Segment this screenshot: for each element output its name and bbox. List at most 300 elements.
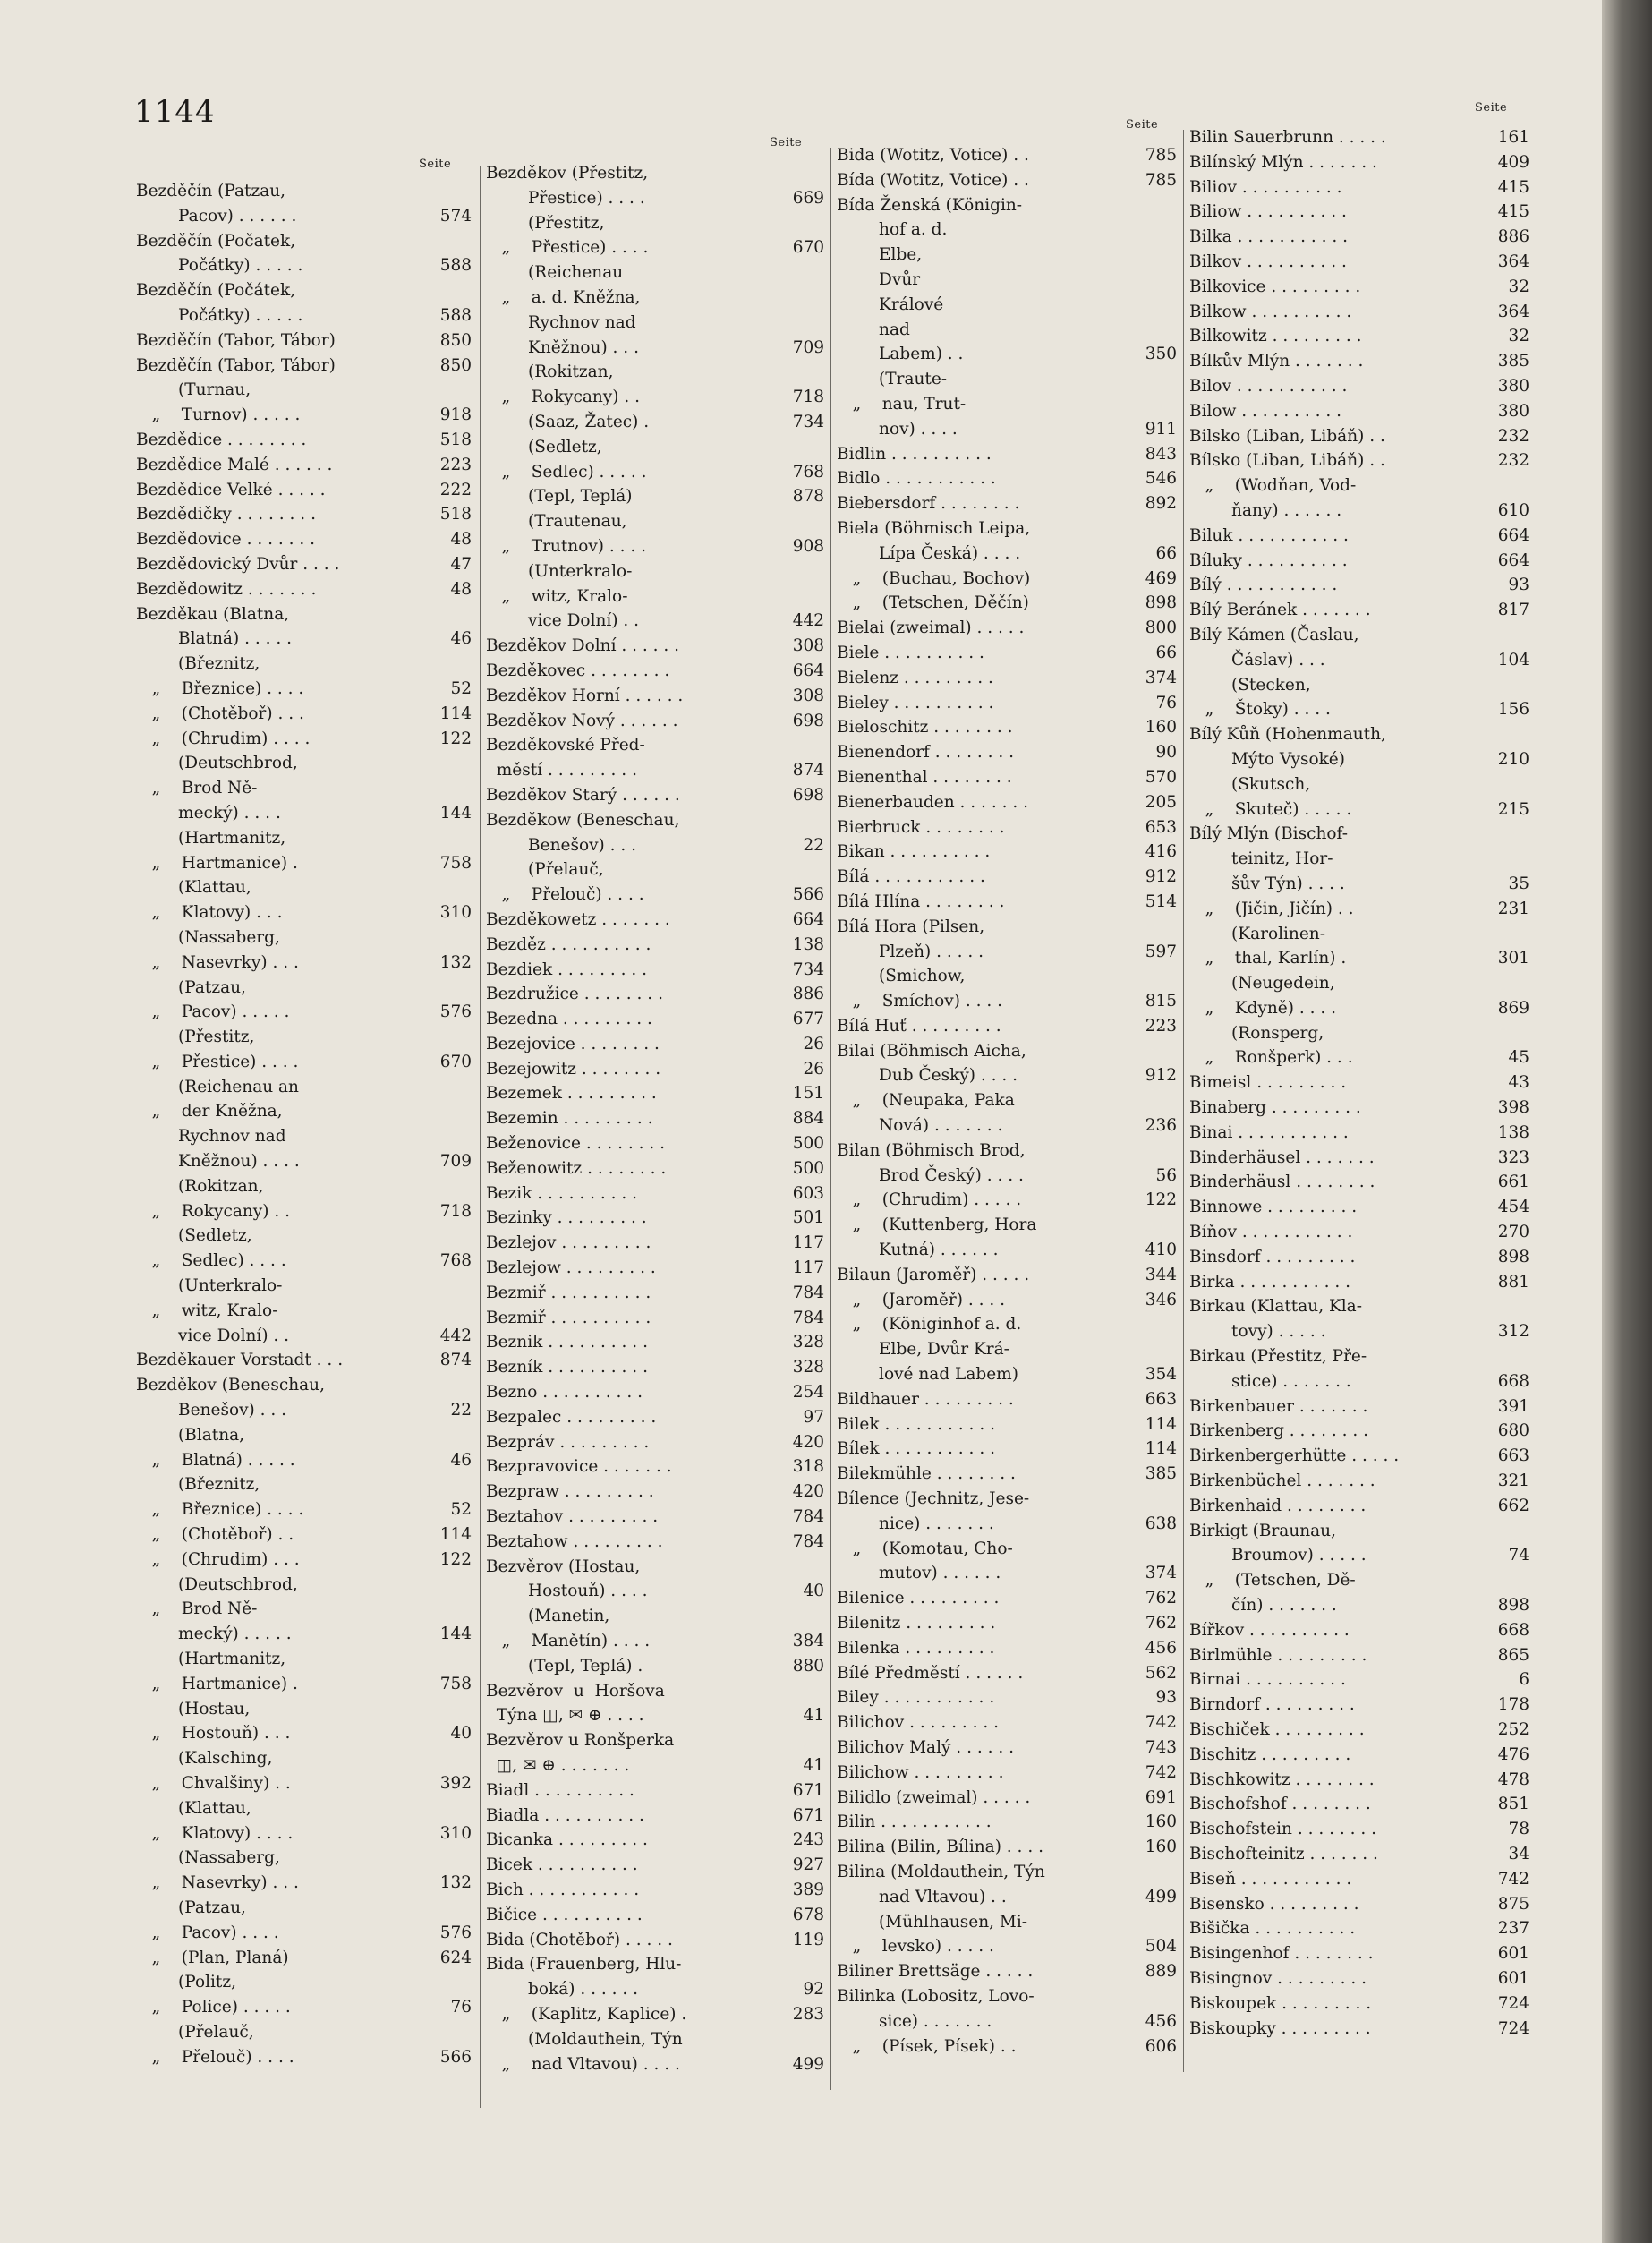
entry-text: Bilínský Mlýn . . . . . . . [1189,152,1377,172]
entry-page-number: 114 [1145,1414,1177,1434]
entry-text: Birndorf . . . . . . . . . [1189,1695,1355,1715]
index-entry [1189,697,1529,722]
entry-page-number: 41 [803,1706,824,1726]
entry-page-number: 346 [1145,1290,1177,1309]
entry-page-number: 392 [439,1774,472,1793]
index-entry [1189,1867,1529,1892]
entry-text: Bezník . . . . . . . . . . [486,1358,648,1377]
entry-text: Bezdružice . . . . . . . . [486,985,663,1004]
index-entry [136,478,472,503]
entry-page-number: 144 [439,803,472,823]
entry-text: Bezděkauer Vorstadt . . . [136,1351,344,1370]
entry-page-number: 514 [1145,891,1177,911]
entry-text: „ Blatná) . . . . . [136,1450,295,1470]
index-entry [1189,1270,1529,1295]
entry-page-number: 562 [1145,1663,1177,1683]
entry-page-number: 26 [803,1034,824,1053]
entry-page-number: 34 [1508,1844,1529,1863]
entry-text: „ Pacov) . . . . . [136,1002,290,1022]
index-entry [486,684,824,709]
entry-text: Bezděkov Dolní . . . . . . [486,636,680,656]
entry-text: Binderhäusl . . . . . . . . [1189,1173,1375,1192]
entry-text: Bezděkov (Přestitz, [486,164,649,183]
index-entry [837,1113,1177,1139]
index-entry [136,502,472,527]
entry-page-number: 875 [1497,1894,1529,1914]
index-entry [136,1348,472,1373]
entry-text: Brod Český) . . . . [837,1165,1024,1185]
entry-page-number: 912 [1145,1066,1177,1086]
index-entry [837,1885,1177,1910]
entry-text: Bíňov . . . . . . . . . . . [1189,1223,1353,1242]
index-entry [837,940,1177,965]
entry-page-number: 160 [1145,718,1177,738]
entry-text: hof a. d. [837,220,948,240]
entry-text: Bezdědovický Dvůr . . . . [136,554,340,574]
index-entry [136,1896,472,1921]
entry-text: Bezděz . . . . . . . . . . [486,934,651,954]
entry-page-number: 762 [1145,1589,1177,1608]
entry-text: (Reichenau [486,263,624,283]
index-entry [486,186,824,211]
entry-text: (Reichenau an [136,1077,299,1096]
entry-text: Labem) . . [837,345,964,364]
entry-page-number: 114 [1145,1439,1177,1459]
entry-page-number: 843 [1145,444,1177,464]
entry-page-number: 364 [1497,252,1529,271]
entry-page-number: 734 [792,959,824,979]
index-entry [837,1611,1177,1636]
entry-text: „ Skuteč) . . . . . [1189,799,1352,819]
entry-text: Binnowe . . . . . . . . . [1189,1198,1358,1217]
entry-text: (Blatna, [136,1425,245,1445]
index-entry [837,1213,1177,1238]
index-entry [837,542,1177,567]
entry-text: Birkau (Klattau, Kla- [1189,1297,1362,1317]
index-entry [1189,922,1529,947]
index-entry [136,776,472,801]
entry-text: Bilenice . . . . . . . . . [837,1589,1000,1608]
index-entry [136,1697,472,1722]
entry-text: „ witz, Kralo- [136,1301,278,1320]
entry-page-number: 709 [439,1152,472,1172]
entry-page-number: 878 [792,487,824,507]
entry-page-number: 385 [1145,1464,1177,1484]
index-entry [1189,399,1529,424]
index-entry [837,1786,1177,1811]
entry-page-number: 66 [1155,643,1177,662]
entry-text: Elbe, [837,245,923,265]
entry-page-number: 45 [1508,1048,1529,1068]
entry-page-number: 231 [1497,899,1529,918]
index-entry [136,204,472,229]
index-entry [486,311,824,336]
index-entry [136,552,472,577]
entry-page-number: 478 [1497,1770,1529,1789]
entry-text: teinitz, Hor- [1189,849,1333,869]
index-entry [1189,225,1529,250]
entry-text: Bezvěrov u Horšova [486,1681,665,1701]
entry-text: „ Hartmanice) . [136,853,298,873]
entry-text: (Sedletz, [486,437,602,456]
entry-page-number: 442 [439,1326,472,1345]
entry-page-number: 308 [792,636,824,656]
index-entry [837,1810,1177,1835]
entry-text: Bezděkau (Blatna, [136,604,290,624]
entry-page-number: 892 [1145,494,1177,514]
index-entry [486,260,824,286]
index-entry [837,143,1177,168]
entry-text: (Deutschbrod, [136,754,298,773]
entry-text: Blatná) . . . . . [136,629,292,649]
entry-page-number: 415 [1497,177,1529,197]
entry-page-number: 93 [1155,1688,1177,1708]
entry-text: Biskoupek . . . . . . . . . [1189,1993,1372,2013]
index-entry [486,1454,824,1480]
entry-text: Bezdědice Malé . . . . . . [136,455,333,474]
index-entry [136,1597,472,1622]
entry-text: „ Smíchov) . . . . [837,992,1003,1011]
entry-page-number: 114 [439,704,472,723]
entry-page-number: 762 [1145,1614,1177,1633]
entry-text: Bilekmühle . . . . . . . . [837,1464,1016,1484]
entry-page-number: 898 [1145,593,1177,613]
index-entry [136,1746,472,1771]
entry-text: Bílý Mlýn (Bischof- [1189,824,1348,844]
index-entry [136,328,472,354]
entry-page-number: 384 [792,1632,824,1651]
index-entry [1189,1494,1529,1519]
entry-page-number: 323 [1497,1147,1529,1167]
index-entry [486,2027,824,2052]
index-entry [136,1946,472,1971]
entry-text: Bischitz . . . . . . . . . [1189,1744,1351,1764]
index-entry [136,801,472,826]
index-entry [136,1124,472,1149]
entry-text: Bezpráv . . . . . . . . . [486,1432,650,1452]
entry-text: Bezdědičky . . . . . . . . [136,505,316,525]
index-entry [837,1685,1177,1710]
column-divider [480,166,481,2108]
entry-text: Bezděkov Horní . . . . . . [486,686,684,705]
index-entry [136,1099,472,1124]
index-entry [486,1928,824,1953]
index-entry [1189,473,1529,499]
entry-text: Bílá . . . . . . . . . . . [837,867,985,887]
entry-text: Bielai (zweimal) . . . . . [837,618,1025,638]
index-entry [1189,1045,1529,1070]
entry-text: „ (Tetschen, Děčín) [837,593,1029,613]
entry-page-number: 236 [1145,1116,1177,1136]
entry-text: Rychnov nad [136,1127,286,1147]
index-entry [1189,1718,1529,1743]
entry-page-number: 898 [1497,1596,1529,1616]
entry-text: Bířkov . . . . . . . . . . [1189,1620,1350,1640]
entry-page-number: 785 [1145,170,1177,190]
index-entry [136,1622,472,1647]
entry-page-number: 374 [1145,1564,1177,1583]
index-entry [486,933,824,958]
index-entry [136,826,472,851]
entry-page-number: 597 [1145,942,1177,961]
index-entry [837,1835,1177,1860]
index-entry [837,1312,1177,1337]
index-entry [1189,897,1529,922]
entry-text: Broumov) . . . . . [1189,1546,1367,1565]
entry-page-number: 670 [792,238,824,258]
entry-page-number: 574 [439,206,472,226]
index-entry [136,652,472,677]
index-entry [136,1149,472,1174]
index-entry [486,1753,824,1778]
index-entry [1189,448,1529,473]
entry-text: Bischofteinitz . . . . . . . [1189,1844,1378,1863]
entry-page-number: 310 [439,903,472,923]
index-entry [837,815,1177,840]
entry-text: „ (Buchau, Bochov) [837,568,1031,588]
index-entry [486,1007,824,1032]
entry-page-number: 374 [1145,668,1177,687]
entry-text: Biebersdorf . . . . . . . . [837,494,1020,514]
index-entry [1189,1643,1529,1668]
index-entry [486,2002,824,2027]
index-entry [837,715,1177,740]
index-entry [837,1188,1177,1213]
index-entry [837,1860,1177,1885]
entry-page-number: 270 [1497,1223,1529,1242]
index-entry [486,1728,824,1753]
index-entry [837,915,1177,940]
entry-page-number: 312 [1497,1322,1529,1342]
entry-page-number: 409 [1497,152,1529,172]
entry-page-number: 210 [1497,749,1529,769]
index-entry [1189,598,1529,623]
index-column-2 [486,161,824,2077]
entry-text: nad [837,320,910,339]
entry-page-number: 90 [1155,743,1177,763]
entry-page-number: 350 [1145,345,1177,364]
entry-text: Bílý Beránek . . . . . . . [1189,601,1371,620]
entry-page-number: 78 [1508,1820,1529,1839]
entry-page-number: 500 [792,1134,824,1154]
index-entry [837,1462,1177,1487]
entry-text: „ (Kaplitz, Kaplice) . [486,2004,687,2024]
index-entry [486,1604,824,1629]
entry-page-number: 321 [1497,1471,1529,1491]
index-entry [837,790,1177,815]
entry-page-number: 908 [792,536,824,556]
index-entry [136,627,472,652]
index-entry [136,727,472,752]
entry-page-number: 22 [803,835,824,855]
entry-text: (Moldauthein, Týn [486,2029,683,2049]
index-entry [1189,971,1529,996]
entry-text: Bilichov Malý . . . . . . [837,1738,1014,1757]
entry-page-number: 232 [1497,451,1529,471]
index-entry [1189,1121,1529,1146]
index-entry [1189,1096,1529,1121]
index-entry [486,1505,824,1530]
entry-text: Bienerbauden . . . . . . . [837,792,1028,812]
entry-text: Bilow . . . . . . . . . . [1189,401,1342,421]
entry-page-number: 927 [792,1855,824,1875]
entry-page-number: 610 [1497,500,1529,520]
entry-text: Biela (Böhmisch Leipa, [837,518,1031,538]
index-entry [837,765,1177,790]
entry-text: (Ronsperg, [1189,1023,1324,1043]
index-entry [1189,499,1529,524]
entry-text: Bilkowitz . . . . . . . . . [1189,327,1362,346]
index-entry [837,1561,1177,1586]
index-entry [136,951,472,976]
entry-page-number: 40 [450,1724,472,1744]
entry-page-number: 138 [1497,1122,1529,1142]
index-entry [1189,1941,1529,1966]
entry-text: Bezmiř . . . . . . . . . . [486,1308,651,1327]
entry-text: Bezinky . . . . . . . . . [486,1208,647,1228]
index-entry [486,1977,824,2002]
entry-page-number: 119 [792,1930,824,1949]
index-entry [1189,1220,1529,1245]
entry-text: Bílý Kámen (Časlau, [1189,625,1359,644]
entry-text: Bezděkovec . . . . . . . . [486,661,670,680]
entry-page-number: 680 [1497,1421,1529,1441]
entry-text: Bienendorf . . . . . . . . [837,743,1014,763]
entry-text: (Deutschbrod, [136,1574,298,1594]
entry-text: „ Hostouň) . . . [136,1724,291,1744]
entry-page-number: 880 [792,1656,824,1676]
entry-page-number: 122 [439,1549,472,1569]
entry-page-number: 40 [803,1582,824,1601]
entry-text: Plzeň) . . . . . [837,942,984,961]
entry-text: (Karolinen- [1189,924,1325,943]
column-divider [1183,130,1184,2072]
entry-page-number: 743 [1145,1738,1177,1757]
entry-text: Bílá Huť . . . . . . . . . [837,1016,1001,1036]
index-entry [837,1063,1177,1088]
index-entry [837,989,1177,1014]
entry-page-number: 663 [1145,1389,1177,1409]
entry-text: (Stecken, [1189,675,1311,695]
entry-page-number: 606 [1145,2036,1177,2056]
index-entry [486,161,824,186]
entry-page-number: 768 [439,1251,472,1271]
entry-text: Bílý . . . . . . . . . . . [1189,576,1338,595]
entry-text: Počátky) . . . . . [136,256,303,276]
entry-text: Bilov . . . . . . . . . . . [1189,376,1348,396]
index-entry [1189,872,1529,897]
entry-page-number: 222 [439,480,472,499]
entry-text: Bilkov . . . . . . . . . . [1189,252,1347,271]
entry-text: „ a. d. Kněžna, [486,287,641,307]
entry-text: „ Nasevrky) . . . [136,1873,299,1893]
entry-text: Bezděkov Nový . . . . . . [486,711,678,730]
entry-page-number: 889 [1145,1962,1177,1982]
entry-text: „ (Jaroměř) . . . . [837,1290,1005,1309]
entry-text: Bilaun (Jaroměř) . . . . . [837,1265,1030,1284]
entry-page-number: 850 [439,330,472,350]
entry-text: Týna ◫, ✉ ⊕ . . . . [486,1706,644,1726]
entry-text: „ Rokycany) . . [136,1201,290,1221]
index-entry [837,1761,1177,1786]
entry-page-number: 624 [439,1948,472,1967]
index-entry [837,1263,1177,1288]
index-entry [486,659,824,684]
entry-text: Čáslav) . . . [1189,650,1325,669]
entry-page-number: 43 [1508,1073,1529,1093]
entry-page-number: 215 [1497,799,1529,819]
entry-page-number: 456 [1145,1638,1177,1658]
entry-page-number: 144 [439,1625,472,1644]
index-entry [136,1970,472,1995]
entry-text: Bilina (Moldauthein, Týn [837,1862,1045,1881]
entry-page-number: 499 [1145,1887,1177,1906]
entry-page-number: 47 [450,554,472,574]
entry-text: „ Sedlec) . . . . [136,1251,286,1271]
entry-text: (Unterkralo- [486,561,633,581]
entry-page-number: 865 [1497,1645,1529,1665]
page-edge-shadow [1602,0,1652,2243]
index-entry [1189,822,1529,847]
index-entry [486,758,824,783]
index-entry [1189,946,1529,971]
index-entry [486,1679,824,1704]
entry-text: Bierbruck . . . . . . . . [837,817,1005,837]
entry-text: nad Vltavou) . . [837,1887,1007,1906]
entry-text: Bicek . . . . . . . . . . [486,1855,638,1875]
index-entry [837,1362,1177,1387]
entry-text: (Hostau, [136,1699,251,1718]
entry-page-number: 132 [439,952,472,972]
entry-page-number: 742 [1497,1869,1529,1889]
index-entry [837,392,1177,417]
entry-text: „ Přelouč) . . . . [136,2047,294,2067]
entry-page-number: 205 [1145,792,1177,812]
entry-text: Bílá Hora (Pilsen, [837,917,985,936]
index-entry [486,1530,824,1555]
entry-page-number: 588 [439,256,472,276]
entry-page-number: 354 [1145,1365,1177,1385]
entry-text: „ Klatovy) . . . . [136,1823,294,1843]
index-entry [837,1736,1177,1761]
index-entry [136,1274,472,1299]
entry-text: (Politz, [136,1973,236,1992]
entry-page-number: 601 [1497,1968,1529,1988]
entry-text: Birkenberg . . . . . . . . [1189,1421,1368,1441]
entry-page-number: 784 [792,1531,824,1551]
index-entry [486,211,824,236]
entry-text: (Přestitz, [136,1028,255,1047]
entry-page-number: 918 [439,405,472,425]
entry-page-number: 232 [1497,426,1529,446]
index-entry [136,1497,472,1522]
entry-text: (Smichow, [837,967,966,986]
entry-page-number: 35 [1508,874,1529,893]
index-entry [837,616,1177,641]
entry-text: Bielenz . . . . . . . . . [837,668,993,687]
entry-page-number: 48 [450,579,472,599]
entry-text: „ Štoky) . . . . [1189,700,1331,720]
entry-text: Bezdědovice . . . . . . . [136,530,316,550]
entry-text: Bischkowitz . . . . . . . . [1189,1770,1375,1789]
index-entry [136,1050,472,1075]
entry-text: Kněžnou) . . . [486,337,639,357]
index-entry [136,1448,472,1473]
entry-page-number: 66 [1155,543,1177,563]
entry-text: „ Manětín) . . . . [486,1632,651,1651]
entry-text: Dvůr [837,269,921,289]
index-entry [136,1672,472,1697]
